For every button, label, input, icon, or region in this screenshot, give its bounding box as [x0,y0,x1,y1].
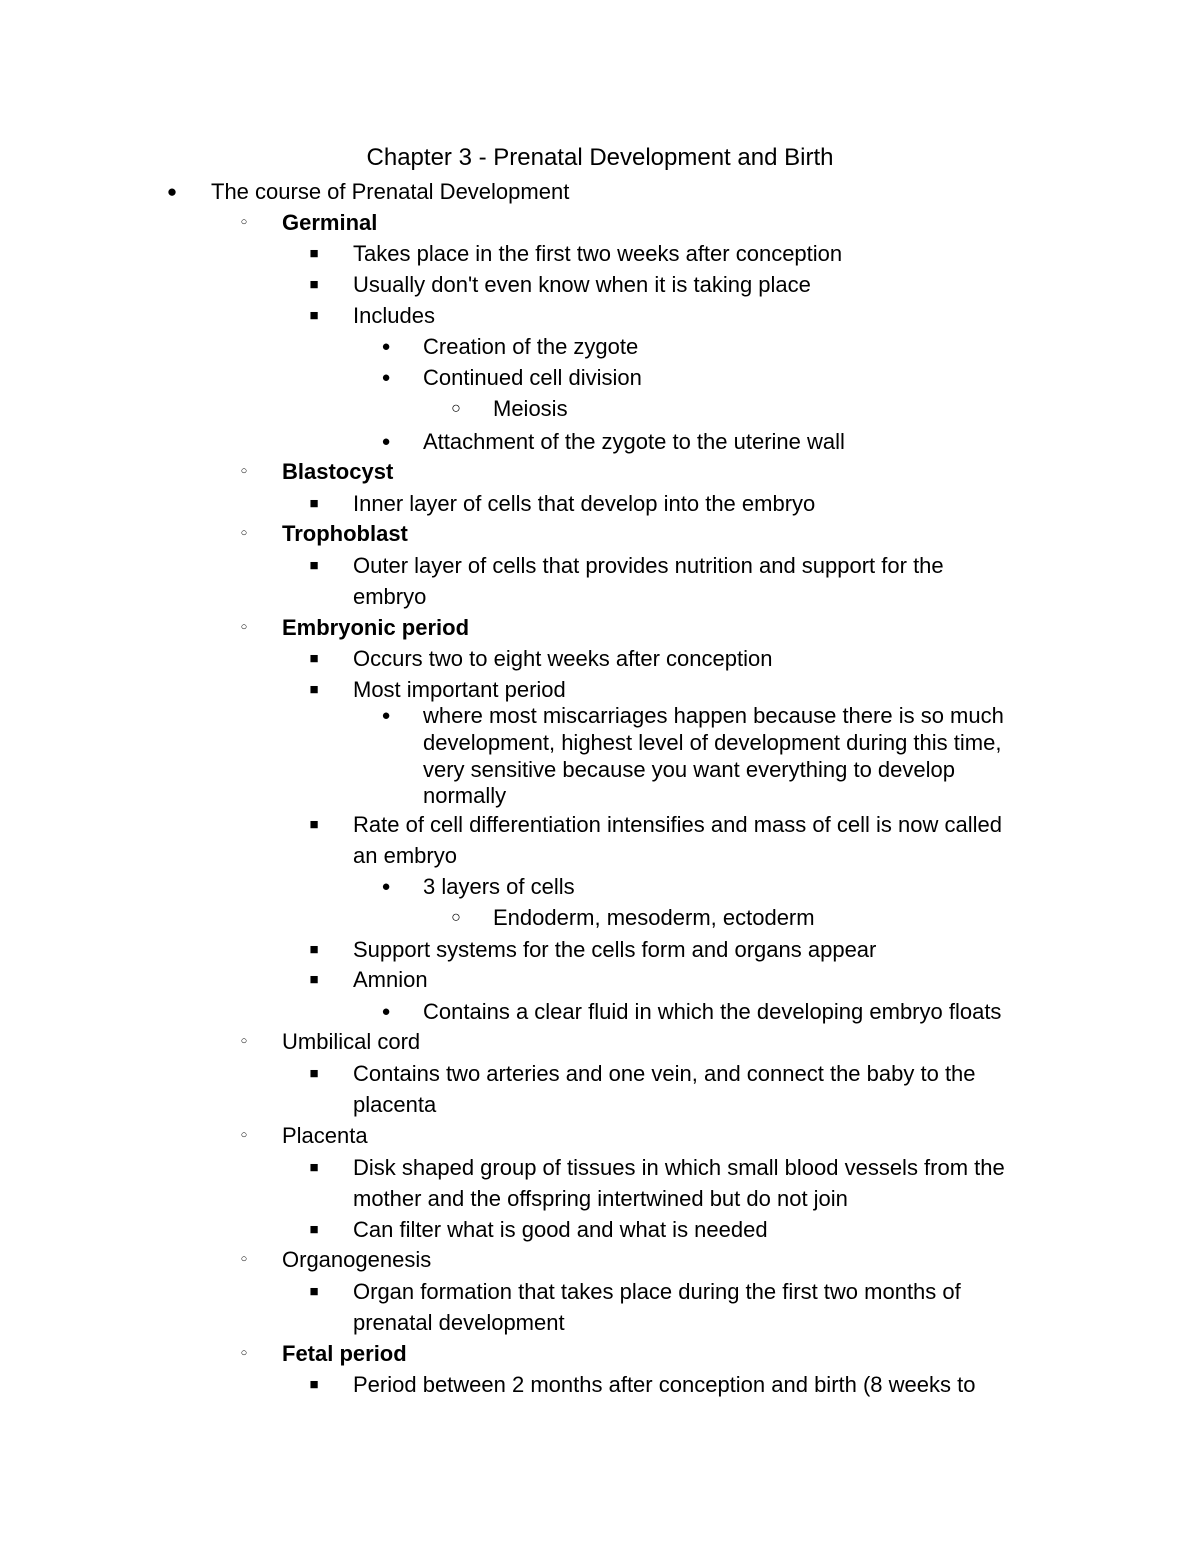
square-bullet-icon: ■ [309,244,319,262]
square-bullet-icon: ■ [309,1158,319,1176]
hollow-bullet-icon: ○ [240,1346,248,1359]
section-heading: Blastocyst [282,458,394,484]
outline-item: an embryo [353,842,457,868]
outline-item: normally [423,782,507,808]
page-title: Chapter 3 - Prenatal Development and Birth [366,144,834,171]
outline-item: Usually don't even know when it is taking place [353,271,811,297]
outline-item: Occurs two to eight weeks after conception [353,645,773,671]
hollow-bullet-icon: ○ [451,399,461,417]
outline-item: Organogenesis [282,1246,432,1272]
square-bullet-icon: ■ [309,815,319,833]
section-heading: Embryonic period [282,614,470,640]
filled-bullet-icon: ● [381,432,391,450]
outline-item: Umbilical cord [282,1028,421,1054]
outline-item: Creation of the zygote [423,333,639,359]
outline-item: Endoderm, mesoderm, ectoderm [493,904,815,930]
outline-item: Meiosis [493,395,568,421]
outline-item: Attachment of the zygote to the uterine wall [423,428,845,454]
outline-item: very sensitive because you want everything to develop [423,756,955,782]
section-heading: Fetal period [282,1340,407,1366]
outline-item: Disk shaped group of tissues in which small blood vessels from the [353,1154,1005,1180]
hollow-bullet-icon: ○ [451,908,461,926]
section-heading: Germinal [282,209,378,235]
outline-item: where most miscarriages happen because there is so much [423,702,1004,728]
outline-item: prenatal development [353,1309,565,1335]
outline-item: Contains a clear fluid in which the developing embryo floats [423,998,1002,1024]
filled-bullet-icon: ● [381,337,391,355]
outline-item: Outer layer of cells that provides nutrition and support for the [353,552,944,578]
square-bullet-icon: ■ [309,494,319,512]
outline-item: development, highest level of development during this time, [423,729,1002,755]
outline-item: The course of Prenatal Development [211,178,570,204]
square-bullet-icon: ■ [309,275,319,293]
square-bullet-icon: ■ [309,556,319,574]
square-bullet-icon: ■ [309,1220,319,1238]
section-heading: Trophoblast [282,520,408,546]
hollow-bullet-icon: ○ [240,1252,248,1265]
hollow-bullet-icon: ○ [240,620,248,633]
hollow-bullet-icon: ○ [240,1034,248,1047]
outline-item: Support systems for the cells form and organs appear [353,936,877,962]
square-bullet-icon: ■ [309,680,319,698]
filled-bullet-icon: ● [381,706,391,724]
square-bullet-icon: ■ [309,1282,319,1300]
outline-item: mother and the offspring intertwined but do not join [353,1185,848,1211]
outline-item: Takes place in the first two weeks after conception [353,240,843,266]
hollow-bullet-icon: ○ [240,215,248,228]
outline-item: Includes [353,302,435,328]
outline-item: Placenta [282,1122,368,1148]
filled-bullet-icon: ● [381,1002,391,1020]
outline-item: embryo [353,583,427,609]
outline-item: Continued cell division [423,364,642,390]
square-bullet-icon: ■ [309,940,319,958]
outline-item: Inner layer of cells that develop into the embryo [353,490,816,516]
outline-item: Most important period [353,676,566,702]
outline-item: placenta [353,1091,437,1117]
square-bullet-icon: ■ [309,1064,319,1082]
outline-item: Can filter what is good and what is needed [353,1216,768,1242]
hollow-bullet-icon: ○ [240,526,248,539]
outline-item: Organ formation that takes place during the first two months of [353,1278,961,1304]
outline-item: Period between 2 months after conception and birth (8 weeks to [353,1371,976,1397]
outline-item: Amnion [353,966,428,992]
hollow-bullet-icon: ○ [240,464,248,477]
filled-bullet-icon: ● [381,877,391,895]
square-bullet-icon: ■ [309,1375,319,1393]
square-bullet-icon: ■ [309,649,319,667]
outline-item: 3 layers of cells [423,873,575,899]
filled-bullet-icon: ● [166,181,178,201]
filled-bullet-icon: ● [381,368,391,386]
hollow-bullet-icon: ○ [240,1128,248,1141]
outline-item: Rate of cell differentiation intensifies and mass of cell is now called [353,811,1002,837]
square-bullet-icon: ■ [309,306,319,324]
outline-item: Contains two arteries and one vein, and connect the baby to the [353,1060,976,1086]
square-bullet-icon: ■ [309,970,319,988]
